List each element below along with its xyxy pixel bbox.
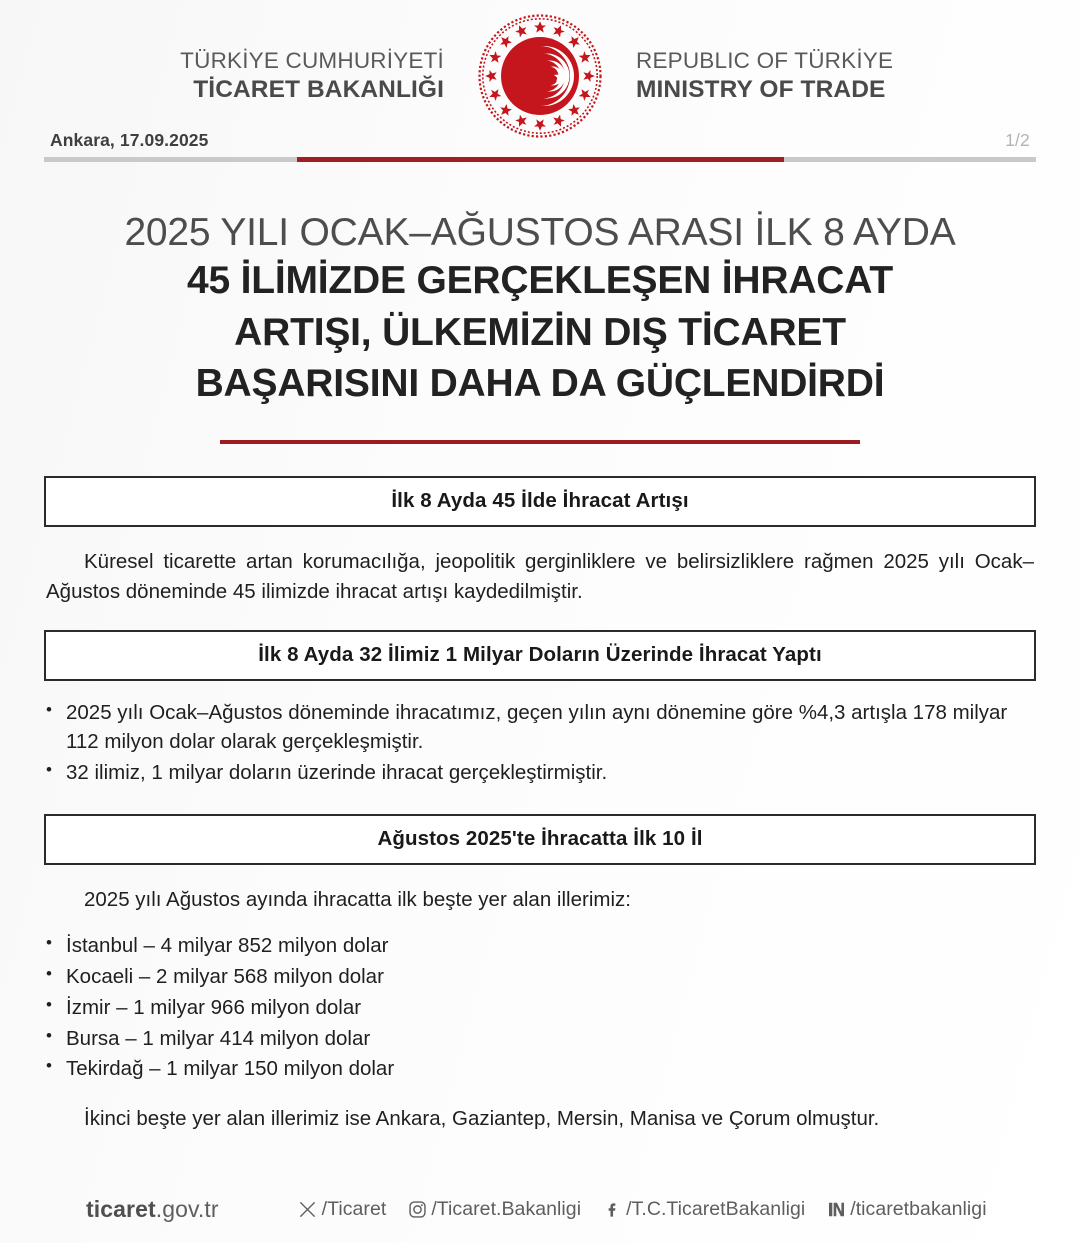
spacer-2 (44, 790, 1036, 814)
headline-line-1: 2025 YILI OCAK–AĞUSTOS ARASI İLK 8 AYDA (124, 211, 956, 254)
section-title-1: İlk 8 Ayda 45 İlde İhracat Artışı (391, 488, 689, 512)
instagram-icon (406, 1199, 428, 1221)
social-handle-instagram: /Ticaret.Bakanligi (431, 1198, 582, 1220)
x-twitter-icon (297, 1199, 319, 1221)
spacer-1 (44, 606, 1036, 630)
social-links (297, 1198, 987, 1221)
dateline: Ankara, 17.09.2025 (50, 130, 209, 150)
section-intro-3: 2025 yılı Ağustos ayında ihracatta ilk beşte yer alan illerimiz: (84, 887, 631, 911)
dateline-row (44, 130, 1036, 157)
wordmark-tr-line2: TİCARET BAKANLIĞI (193, 75, 444, 103)
wordmark-tr-line1: TÜRKİYE CUMHURİYETİ (180, 47, 444, 73)
page-number: 1/2 (1005, 130, 1030, 150)
social-link-nsosyal[interactable] (825, 1198, 986, 1221)
wordmark-en-line2: MINISTRY OF TRADE (636, 75, 886, 103)
social-handle-facebook: /T.C.TicaretBakanligi (626, 1198, 806, 1220)
section-title-2: İlk 8 Ayda 32 İlimiz 1 Milyar Doların Üzerinde İhracat Yaptı (258, 643, 822, 667)
social-handle-nsosyal: /ticaretbakanligi (850, 1198, 987, 1220)
list-item: • Bursa – 1 milyar 414 milyon dolar (44, 1025, 1036, 1054)
social-handle-x: /Ticaret (321, 1198, 387, 1220)
website-url-rest: .gov.tr (155, 1196, 219, 1222)
ministry-emblem (470, 6, 610, 146)
headline-block (44, 210, 1036, 410)
facebook-icon (601, 1199, 623, 1221)
header-rule-red-center (297, 157, 784, 162)
list-item: • Kocaeli – 2 milyar 568 milyon dolar (44, 963, 1036, 992)
website-url-bold: ticaret (86, 1196, 156, 1222)
top-cities-list (44, 932, 1036, 1083)
headline-line-2: 45 İLİMİZDE GERÇEKLEŞEN İHRACAT (187, 259, 893, 303)
section-header-box-1 (44, 476, 1036, 527)
social-link-x[interactable] (297, 1198, 387, 1221)
headline-divider-rule (220, 440, 860, 444)
website-url[interactable] (86, 1196, 219, 1223)
ministry-wordmark-turkish (110, 47, 470, 105)
list-item: • 32 ilimiz, 1 milyar doların üzerinde ihracat gerçekleştirmiştir. (44, 759, 1036, 788)
list-item: • Tekirdağ – 1 milyar 150 milyon dolar (44, 1055, 1036, 1084)
document-footer (44, 1196, 1036, 1243)
headline-line-4: BAŞARISINI DAHA DA GÜÇLENDİRDİ (195, 362, 885, 406)
nsosyal-icon (825, 1199, 847, 1221)
section-bullet-list-2 (44, 699, 1036, 787)
header-divider-rule (44, 157, 1036, 162)
section-paragraph-1: Küresel ticarette artan korumacılığa, jeopolitik gerginliklere ve belirsizliklere rağmen 2025 yılı Ocak–Ağustos döneminde 45 ilimizde ihracat artışı kaydedilmiştir. (46, 549, 1034, 603)
list-item: • 2025 yılı Ocak–Ağustos döneminde ihracatımız, geçen yılın aynı dönemine göre %4,3 artışla 178 milyar 112 milyon dolar olarak gerçekleşmiştir. (44, 699, 1036, 756)
section-title-3: Ağustos 2025'te İhracatta İlk 10 İl (377, 826, 703, 850)
list-item: • İstanbul – 4 milyar 852 milyon dolar (44, 932, 1036, 961)
section-closing-3: İkinci beşte yer alan illerimiz ise Ankara, Gaziantep, Mersin, Manisa ve Çorum olmuştur. (84, 1106, 880, 1130)
section-header-box-2 (44, 630, 1036, 681)
list-item: • İzmir – 1 milyar 966 milyon dolar (44, 994, 1036, 1023)
social-link-facebook[interactable] (601, 1198, 805, 1221)
header-rule-gray-left (44, 157, 297, 162)
wordmark-en-line1: REPUBLIC OF TÜRKİYE (636, 47, 894, 73)
section-header-box-3 (44, 814, 1036, 865)
headline-line-3: ARTIŞI, ÜLKEMİZİN DIŞ TİCARET (234, 310, 846, 354)
social-link-instagram[interactable] (406, 1198, 581, 1221)
header-rule-gray-right (784, 157, 1037, 162)
document-body (44, 476, 1036, 1196)
ministry-wordmark-english (610, 47, 970, 105)
document-header (44, 0, 1036, 128)
